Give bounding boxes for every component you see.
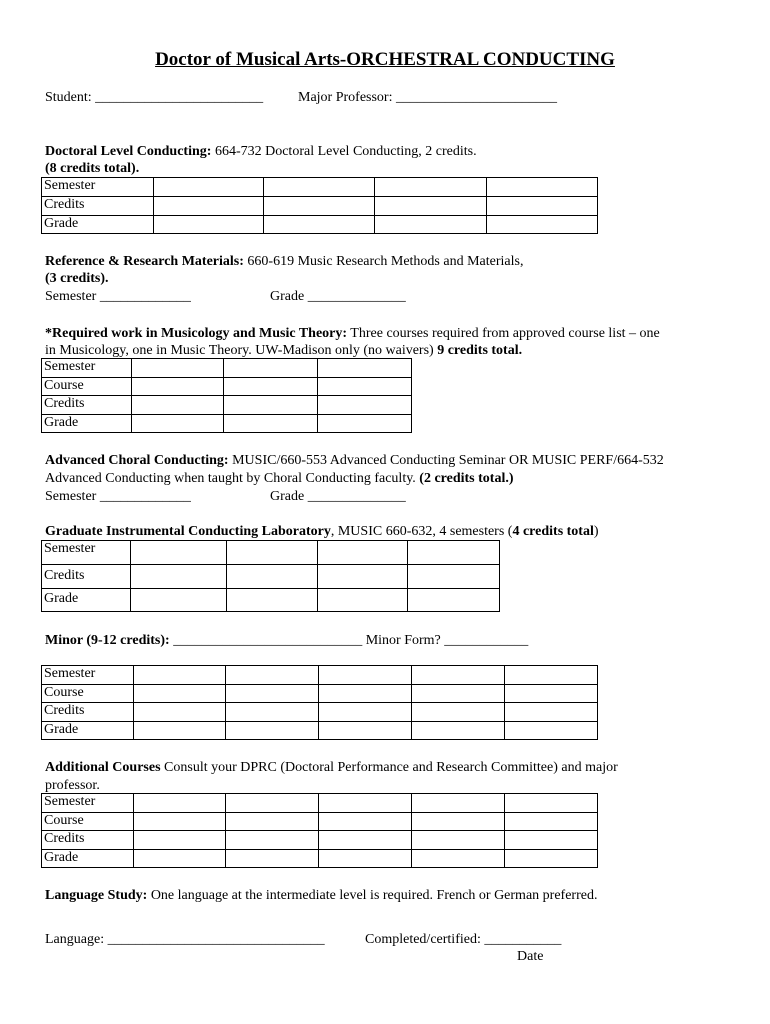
table-cell[interactable] [412,813,505,831]
table-cell[interactable] [319,666,412,685]
row-label: Semester [42,541,131,565]
table-cell[interactable] [226,685,319,703]
table-cell[interactable] [264,197,375,216]
musicology-description-2 [45,342,522,359]
table-cell[interactable] [131,541,227,565]
table-cell[interactable] [134,794,226,813]
table-cell[interactable] [319,794,412,813]
table-cell[interactable] [412,703,505,722]
table-cell[interactable] [318,589,408,612]
minor-field[interactable]: ___________________________ [169,633,366,648]
table-row [42,396,412,415]
table-cell[interactable] [408,589,500,612]
table-cell[interactable] [154,178,264,197]
research-credits-text: (3 credits). [45,271,109,286]
table-cell[interactable] [505,794,598,813]
language-description [45,887,597,904]
table-cell[interactable] [319,703,412,722]
table-row [42,359,412,378]
table-cell[interactable] [487,216,598,234]
row-label: Credits [42,565,131,589]
row-label: Grade [42,216,154,234]
minor-table [41,665,598,740]
table-cell[interactable] [408,565,500,589]
table-row [42,722,598,740]
row-label: Credits [42,197,154,216]
table-row [42,415,412,433]
table-cell[interactable] [134,666,226,685]
table-cell[interactable] [224,359,318,378]
table-cell[interactable] [131,589,227,612]
choral-semester-field[interactable]: Semester _____________ [45,489,191,504]
table-cell[interactable] [412,685,505,703]
table-cell[interactable] [318,541,408,565]
table-cell[interactable] [318,396,412,415]
musicology-table [41,358,412,433]
table-cell[interactable] [132,359,224,378]
row-label: Grade [42,850,134,868]
table-cell[interactable] [226,666,319,685]
additional-table [41,793,598,868]
choral-description [45,452,664,469]
table-row [42,703,598,722]
table-cell[interactable] [226,831,319,850]
conducting-total [45,160,139,177]
table-cell[interactable] [227,589,318,612]
table-cell[interactable] [134,703,226,722]
table-cell[interactable] [226,850,319,868]
table-cell[interactable] [408,541,500,565]
table-cell[interactable] [412,666,505,685]
research-grade-field[interactable]: Grade ______________ [270,289,406,304]
musicology-description [45,325,660,342]
research-heading: Reference & Research Materials: [45,254,244,269]
table-row [42,589,500,612]
table-cell[interactable] [319,685,412,703]
choral-heading: Advanced Choral Conducting: [45,453,229,468]
table-cell[interactable] [319,850,412,868]
table-cell[interactable] [412,831,505,850]
table-row [42,685,598,703]
table-cell[interactable] [375,197,487,216]
table-row [42,197,598,216]
additional-text-1: Consult your DPRC (Doctoral Performance and Research Committee) and major [160,760,618,775]
row-label: Semester [42,359,132,378]
language-heading: Language Study: [45,888,148,903]
row-label: Semester [42,178,154,197]
lab-total: 4 credits total [512,524,594,539]
table-cell[interactable] [224,396,318,415]
row-label: Grade [42,589,131,612]
table-cell[interactable] [412,794,505,813]
table-cell[interactable] [134,850,226,868]
student-field[interactable]: Student: ________________________ [45,90,264,105]
choral-text-1: MUSIC/660-553 Advanced Conducting Seminar OR MUSIC PERF/664-532 [228,453,664,468]
table-cell[interactable] [505,813,598,831]
table-row [42,813,598,831]
table-row [42,565,500,589]
row-label: Course [42,378,132,396]
lab-heading: Graduate Instrumental Conducting Laboratory [45,524,331,539]
additional-text-2: professor. [45,778,100,793]
table-cell[interactable] [224,378,318,396]
research-description [45,253,523,270]
table-cell[interactable] [134,722,226,740]
minor-line [45,632,528,649]
table-cell[interactable] [224,415,318,433]
research-credits [45,270,109,287]
date-label: Date [517,949,544,964]
table-cell[interactable] [226,722,319,740]
table-row [42,831,598,850]
table-cell[interactable] [319,722,412,740]
language-field[interactable]: Language: _______________________________ [45,932,325,947]
table-cell[interactable] [264,216,375,234]
lab-text: , MUSIC 660-632, 4 semesters ( [330,524,513,539]
table-cell[interactable] [412,850,505,868]
choral-grade-field[interactable]: Grade ______________ [270,489,406,504]
table-cell[interactable] [319,813,412,831]
table-cell[interactable] [134,813,226,831]
completed-certified-field[interactable]: Completed/certified: ___________ [365,932,562,947]
table-row [42,850,598,868]
choral-text-2: Advanced Conducting when taught by Choral Conducting faculty. [45,471,420,486]
table-cell[interactable] [318,378,412,396]
table-row [42,378,412,396]
table-cell[interactable] [412,722,505,740]
choral-description-2 [45,470,514,487]
table-cell[interactable] [227,541,318,565]
table-cell[interactable] [505,685,598,703]
table-cell[interactable] [505,850,598,868]
table-cell[interactable] [505,722,598,740]
choral-total: (2 credits total.) [419,471,514,486]
table-cell[interactable] [132,378,224,396]
minor-heading: Minor (9-12 credits): [45,633,170,648]
table-row [42,216,598,234]
table-cell[interactable] [375,178,487,197]
table-cell[interactable] [132,415,224,433]
table-cell[interactable] [318,359,412,378]
row-label: Course [42,813,134,831]
page-title: Doctor of Musical Arts-ORCHESTRAL CONDUCTING [155,49,615,70]
table-cell[interactable] [132,396,224,415]
table-cell[interactable] [487,197,598,216]
musicology-heading: *Required work in Musicology and Music Theory: [45,326,348,341]
table-row [42,178,598,197]
minor-form-field[interactable]: Minor Form? ____________ [365,633,529,648]
conducting-heading: Doctoral Level Conducting: [45,144,212,159]
table-cell[interactable] [318,565,408,589]
table-row [42,541,500,565]
additional-heading: Additional Courses [45,760,161,775]
table-row [42,666,598,685]
row-label: Course [42,685,134,703]
table-cell[interactable] [505,666,598,685]
musicology-total: 9 credits total. [437,343,523,358]
row-label: Grade [42,415,132,433]
lab-close: ) [593,524,599,539]
table-cell[interactable] [131,565,227,589]
row-label: Credits [42,703,134,722]
table-row [42,794,598,813]
conducting-table [41,177,598,234]
row-label: Credits [42,831,134,850]
conducting-text: 664-732 Doctoral Level Conducting, 2 credits. [211,144,477,159]
table-cell[interactable] [226,794,319,813]
row-label: Semester [42,794,134,813]
table-cell[interactable] [319,831,412,850]
row-label: Credits [42,396,132,415]
conducting-total-text: (8 credits total). [45,161,140,176]
row-label: Grade [42,722,134,740]
table-cell[interactable] [134,685,226,703]
table-cell[interactable] [226,813,319,831]
musicology-text-1: Three courses required from approved course list – one [347,326,660,341]
musicology-text-2: in Musicology, one in Music Theory. UW-Madison only (no waivers) [45,343,438,358]
language-text: One language at the intermediate level is required. French or German preferred. [147,888,598,903]
lab-table [41,540,500,612]
table-cell[interactable] [134,831,226,850]
table-cell[interactable] [505,831,598,850]
table-cell[interactable] [318,415,412,433]
research-semester-field[interactable]: Semester _____________ [45,289,191,304]
table-cell[interactable] [264,178,375,197]
research-text: 660-619 Music Research Methods and Materials, [243,254,524,269]
major-professor-field[interactable]: Major Professor: _______________________ [298,90,557,105]
table-cell[interactable] [226,703,319,722]
conducting-description [45,143,477,160]
table-cell[interactable] [154,216,264,234]
row-label: Semester [42,666,134,685]
lab-description [45,523,599,540]
additional-description [45,759,618,776]
table-cell[interactable] [487,178,598,197]
table-cell[interactable] [154,197,264,216]
table-cell[interactable] [375,216,487,234]
table-cell[interactable] [227,565,318,589]
table-cell[interactable] [505,703,598,722]
